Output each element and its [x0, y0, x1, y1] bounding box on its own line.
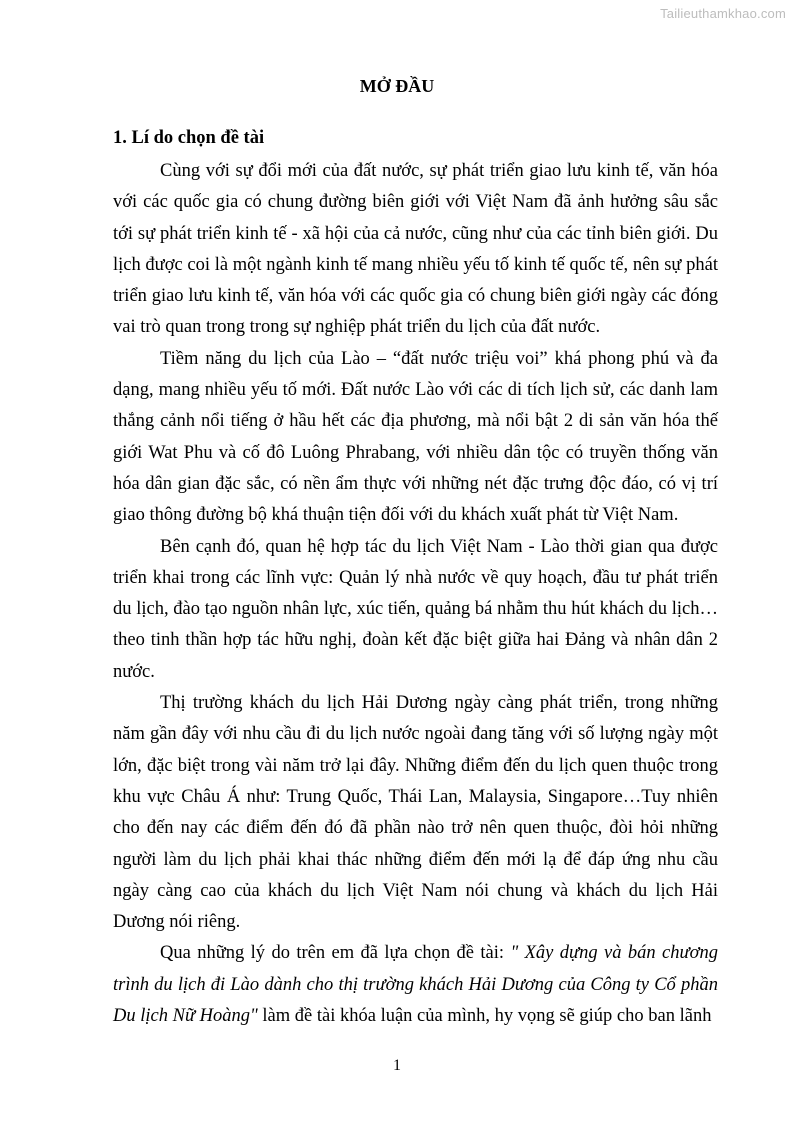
paragraph: Bên cạnh đó, quan hệ hợp tác du lịch Việt Nam - Lào thời gian qua được triển khai trong các lĩnh vực: Quản lý nhà nước về quy hoạch, đầu tư phát triển du lịch, đào tạo nguồn nhân lực, xúc tiến, quảng bá nhằm thu hút khách du lịch…theo tinh thần hợp tác hữu nghị, đoàn kết đặc biệt giữa hai Đảng và nhân dân 2 nước.: [113, 536, 718, 682]
body-text: [113, 156, 718, 1032]
paragraph: Thị trường khách du lịch Hải Dương ngày càng phát triển, trong những năm gần đây với nhu cầu đi du lịch nước ngoài đang tăng với số lượng ngày một lớn, đặc biệt trong vài năm trở lại đây. Những điểm đến du lịch quen thuộc trong khu vực Châu Á như: Trung Quốc, Thái Lan, Malaysia, Singapore…Tuy nhiên cho đến nay các điểm đến đó đã phần nào trở nên quen thuộc, đòi hỏi những người làm du lịch phải khai thác những điểm đến mới lạ để đáp ứng nhu cầu ngày càng cao của khách du lịch Việt Nam nói chung và khách du lịch Hải Dương nói riêng.: [113, 693, 718, 933]
thesis-topic-title: " Xây dựng và bán chương trình du lịch đi Lào dành cho thị trường khách Hải Dương của Công ty Cổ phần Du lịch Nữ Hoàng": [113, 943, 718, 1027]
section-heading: 1. Lí do chọn đề tài: [113, 128, 265, 148]
paragraph-tail-text: làm đề tài khóa luận của mình, hy vọng sẽ giúp cho ban lãnh: [257, 1006, 712, 1027]
paragraph-lead-text: Qua những lý do trên em đã lựa chọn đề tài:: [160, 943, 511, 964]
watermark-text: Tailieuthamkhao.com: [660, 6, 786, 21]
paragraph: Tiềm năng du lịch của Lào – “đất nước triệu voi” khá phong phú và đa dạng, mang nhiều yếu tố mới. Đất nước Lào với các di tích lịch sử, các danh lam thắng cảnh nổi tiếng ở hầu hết các địa phương, mà nổi bật 2 di sản văn hóa thế giới Wat Phu và cố đô Luông Phrabang, với nhiều dân tộc có truyền thống văn hóa dân gian đặc sắc, có nền ẩm thực với những nét đặc trưng độc đáo, có vị trí giao thông đường bộ khá thuận tiện đối với du khách xuất phát từ Việt Nam.: [113, 348, 718, 526]
page-title: MỞ ĐẦU: [359, 76, 435, 96]
paragraph-last: [113, 938, 718, 1032]
paragraph: Cùng với sự đổi mới của đất nước, sự phát triển giao lưu kinh tế, văn hóa với các quốc gia có chung đường biên giới với Việt Nam đã ảnh hưởng sâu sắc tới sự phát triển kinh tế - xã hội của cả nước, cũng như của các tỉnh biên giới. Du lịch được coi là một ngành kinh tế mang nhiều yếu tố kinh tế quốc tế, nên sự phát triển giao lưu kinh tế, văn hóa với các quốc gia có chung biên giới ngày các đóng vai trò quan trong trong sự nghiệp phát triển du lịch của đất nước.: [113, 161, 718, 338]
page-number: 1: [393, 1057, 401, 1074]
